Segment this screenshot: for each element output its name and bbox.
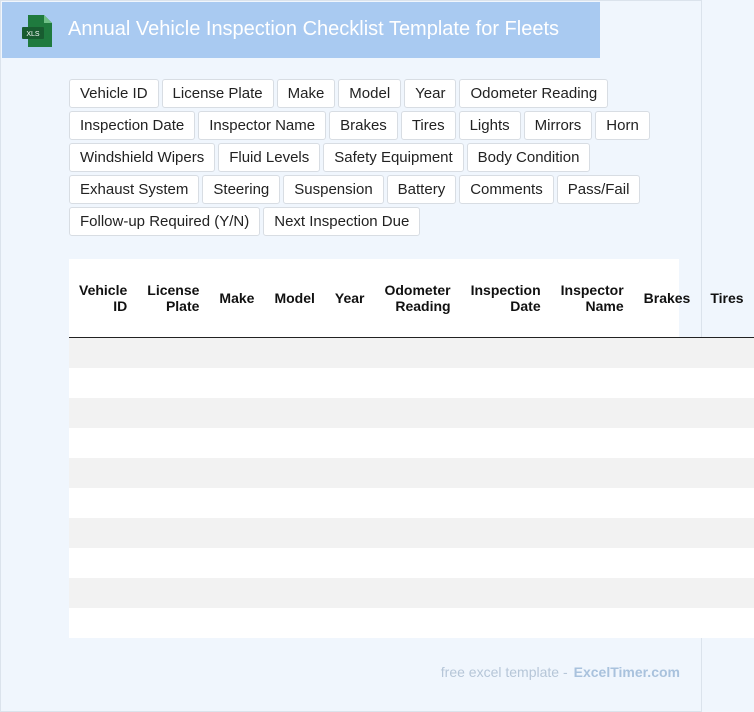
column-tag: Pass/Fail: [557, 175, 641, 204]
table-cell[interactable]: [209, 428, 264, 458]
table-cell[interactable]: [209, 368, 264, 398]
table-cell[interactable]: [374, 428, 460, 458]
column-header: [700, 259, 753, 338]
table-cell[interactable]: [137, 338, 209, 369]
table-cell[interactable]: [634, 608, 701, 638]
column-header-line: Inspection: [470, 282, 541, 298]
table-cell[interactable]: [461, 338, 551, 369]
table-cell[interactable]: [137, 548, 209, 578]
table-cell[interactable]: [634, 368, 701, 398]
table-cell[interactable]: [69, 488, 137, 518]
table-cell[interactable]: [634, 488, 701, 518]
table-cell[interactable]: [374, 488, 460, 518]
checklist-table: [69, 259, 744, 638]
table-cell[interactable]: [374, 608, 460, 638]
table-cell[interactable]: [700, 608, 753, 638]
table-row: [69, 548, 754, 578]
table-cell[interactable]: [264, 368, 324, 398]
column-tag: Horn: [595, 111, 650, 140]
table-cell[interactable]: [325, 608, 375, 638]
table-cell[interactable]: [461, 548, 551, 578]
table-cell[interactable]: [374, 368, 460, 398]
table-cell[interactable]: [325, 458, 375, 488]
table-cell[interactable]: [700, 458, 753, 488]
column-header: [461, 259, 551, 338]
table-row: [69, 488, 754, 518]
table-cell[interactable]: [264, 458, 324, 488]
table-cell[interactable]: [69, 608, 137, 638]
table-cell[interactable]: [700, 428, 753, 458]
column-tag: Battery: [387, 175, 457, 204]
table-cell[interactable]: [634, 518, 701, 548]
column-tag: Model: [338, 79, 401, 108]
table-cell[interactable]: [137, 518, 209, 548]
table-cell[interactable]: [264, 428, 324, 458]
table-cell[interactable]: [634, 398, 701, 428]
table-cell[interactable]: [137, 608, 209, 638]
table-row: [69, 368, 754, 398]
excel-file-icon: [22, 15, 52, 47]
table-cell[interactable]: [461, 368, 551, 398]
table-cell[interactable]: [69, 548, 137, 578]
table-cell[interactable]: [634, 578, 701, 608]
column-header-line: Make: [219, 290, 255, 306]
table-cell[interactable]: [634, 458, 701, 488]
table-cell[interactable]: [374, 548, 460, 578]
page-title: Annual Vehicle Inspection Checklist Template for Fleets: [68, 18, 560, 40]
column-tag: Year: [404, 79, 456, 108]
table-cell[interactable]: [69, 578, 137, 608]
table-cell[interactable]: [551, 368, 634, 398]
column-header: [325, 259, 375, 338]
table-cell[interactable]: [209, 608, 264, 638]
table-cell[interactable]: [374, 578, 460, 608]
column-tag: Comments: [459, 175, 554, 204]
table-cell[interactable]: [325, 428, 375, 458]
column-header: [69, 259, 137, 338]
table-cell[interactable]: [137, 428, 209, 458]
table-cell[interactable]: [551, 578, 634, 608]
column-tag-list: [69, 79, 669, 236]
table-cell[interactable]: [137, 488, 209, 518]
table-cell[interactable]: [700, 338, 753, 369]
table-cell[interactable]: [209, 488, 264, 518]
table-cell[interactable]: [264, 518, 324, 548]
column-tag: Odometer Reading: [459, 79, 608, 108]
column-tag: Brakes: [329, 111, 398, 140]
table-cell[interactable]: [209, 458, 264, 488]
column-header-line: Year: [334, 290, 365, 306]
table-cell[interactable]: [700, 518, 753, 548]
table-row: [69, 458, 754, 488]
table-cell[interactable]: [551, 488, 634, 518]
table-cell[interactable]: [264, 398, 324, 428]
header-banner: [2, 2, 600, 58]
column-tag: Mirrors: [524, 111, 593, 140]
table-cell[interactable]: [325, 548, 375, 578]
table-cell[interactable]: [264, 548, 324, 578]
table-cell[interactable]: [209, 518, 264, 548]
column-header: [551, 259, 634, 338]
column-tag: Fluid Levels: [218, 143, 320, 172]
table-cell[interactable]: [69, 338, 137, 369]
table-cell[interactable]: [374, 398, 460, 428]
table-cell[interactable]: [209, 548, 264, 578]
column-header-line: Plate: [165, 298, 200, 314]
table-cell[interactable]: [461, 578, 551, 608]
table-cell[interactable]: [634, 338, 701, 369]
column-header-line: Vehicle: [79, 282, 128, 298]
table-row: [69, 578, 754, 608]
table-cell[interactable]: [461, 608, 551, 638]
column-header-line: Inspector: [560, 282, 624, 298]
table-row: [69, 428, 754, 458]
column-tag: Exhaust System: [69, 175, 199, 204]
column-tag: Follow-up Required (Y/N): [69, 207, 260, 236]
table-cell[interactable]: [264, 578, 324, 608]
column-header-line: Date: [510, 298, 541, 314]
footer-brand-link[interactable]: ExcelTimer.com: [573, 664, 680, 680]
table-cell[interactable]: [137, 458, 209, 488]
table-cell[interactable]: [461, 488, 551, 518]
table-cell[interactable]: [700, 368, 753, 398]
column-header: [209, 259, 264, 338]
column-tag: Next Inspection Due: [263, 207, 420, 236]
column-tag: Vehicle ID: [69, 79, 159, 108]
table-cell[interactable]: [137, 398, 209, 428]
table-cell[interactable]: [69, 518, 137, 548]
table-row: [69, 518, 754, 548]
column-header-line: Name: [585, 298, 624, 314]
column-header: [137, 259, 209, 338]
table-cell[interactable]: [325, 338, 375, 369]
column-header-line: Model: [274, 290, 315, 306]
column-header: [374, 259, 460, 338]
column-tag: License Plate: [162, 79, 274, 108]
table-cell[interactable]: [374, 518, 460, 548]
table-cell[interactable]: [634, 428, 701, 458]
table-cell[interactable]: [374, 458, 460, 488]
table-cell[interactable]: [700, 548, 753, 578]
column-tag: Body Condition: [467, 143, 591, 172]
table-cell[interactable]: [325, 368, 375, 398]
column-tag: Safety Equipment: [323, 143, 463, 172]
table-row: [69, 338, 754, 369]
column-tag: Inspection Date: [69, 111, 195, 140]
column-tag: Inspector Name: [198, 111, 326, 140]
column-tag: Make: [277, 79, 336, 108]
column-header-line: Reading: [395, 298, 451, 314]
table-cell[interactable]: [69, 428, 137, 458]
table-cell[interactable]: [461, 428, 551, 458]
table-cell[interactable]: [209, 338, 264, 369]
column-tag: Windshield Wipers: [69, 143, 215, 172]
table-cell[interactable]: [551, 338, 634, 369]
table-cell[interactable]: [264, 488, 324, 518]
table-cell[interactable]: [69, 398, 137, 428]
table-cell[interactable]: [551, 548, 634, 578]
column-tag: Suspension: [283, 175, 383, 204]
table-cell[interactable]: [325, 578, 375, 608]
column-header-line: ID: [113, 298, 128, 314]
table-cell[interactable]: [325, 518, 375, 548]
table-cell[interactable]: [461, 518, 551, 548]
column-tag: Steering: [202, 175, 280, 204]
table-cell[interactable]: [551, 398, 634, 428]
table-cell[interactable]: [137, 578, 209, 608]
table-cell[interactable]: [325, 488, 375, 518]
table-cell[interactable]: [264, 608, 324, 638]
column-tag: Tires: [401, 111, 456, 140]
xls-icon-label: XLS: [26, 31, 40, 38]
column-header: [264, 259, 324, 338]
table-cell[interactable]: [700, 488, 753, 518]
table-cell[interactable]: [551, 458, 634, 488]
table-cell[interactable]: [137, 368, 209, 398]
table-cell[interactable]: [634, 548, 701, 578]
column-header-line: Odometer: [384, 282, 451, 298]
table-cell[interactable]: [69, 368, 137, 398]
column-tag: Lights: [459, 111, 521, 140]
column-header-line: Brakes: [643, 290, 691, 306]
table-cell[interactable]: [551, 428, 634, 458]
table-cell[interactable]: [209, 398, 264, 428]
column-header: [634, 259, 701, 338]
table-cell[interactable]: [551, 518, 634, 548]
column-header-line: Tires: [710, 290, 744, 306]
table-row: [69, 608, 754, 638]
table-cell[interactable]: [264, 338, 324, 369]
table-cell[interactable]: [374, 338, 460, 369]
table-row: [69, 398, 754, 428]
table-cell[interactable]: [551, 608, 634, 638]
table-cell[interactable]: [461, 458, 551, 488]
table-cell[interactable]: [700, 398, 753, 428]
table-cell[interactable]: [700, 578, 753, 608]
column-header-line: License: [147, 282, 200, 298]
table-cell[interactable]: [325, 398, 375, 428]
table-cell[interactable]: [209, 578, 264, 608]
footer-credit: [441, 664, 680, 680]
table-cell[interactable]: [69, 458, 137, 488]
footer-prefix: free excel template -: [440, 664, 568, 680]
table-cell[interactable]: [461, 398, 551, 428]
